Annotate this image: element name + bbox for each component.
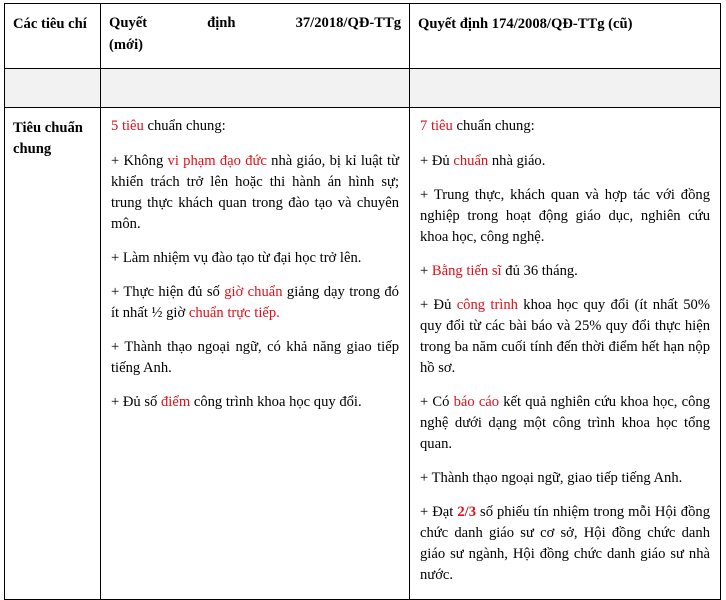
header-new-title: Quyết định 37/2018/QĐ-TTg xyxy=(109,15,401,31)
item-text: + Đủ xyxy=(420,153,454,169)
old-item xyxy=(420,261,710,282)
item-highlight: Bằng tiến sĩ xyxy=(431,263,502,279)
item-text: + Đạt xyxy=(420,504,458,520)
item-text: + Đủ xyxy=(420,297,457,313)
old-item xyxy=(420,295,710,379)
item-text: + Thành thạo ngoại ngữ, có khả năng giao tiếp tiếng Anh. xyxy=(111,339,399,376)
new-count: 5 tiêu xyxy=(111,118,144,134)
item-highlight: công trình xyxy=(456,297,518,313)
header-new-decision xyxy=(101,4,410,69)
item-text: nhà giáo. xyxy=(488,153,546,169)
old-item xyxy=(420,468,710,489)
blank-cell xyxy=(101,69,410,108)
comparison-table xyxy=(4,3,721,600)
item-text: giảng dạy trong đó ít nhất ½ giờ xyxy=(111,284,399,321)
item-highlight: chuẩn trực tiếp. xyxy=(188,305,280,321)
old-item xyxy=(420,185,710,248)
new-item xyxy=(111,392,399,413)
new-item xyxy=(111,151,399,235)
item-text: + Thành thạo ngoại ngữ, giao tiếp tiếng Anh. xyxy=(420,470,683,486)
old-standards-cell xyxy=(410,108,721,600)
new-item xyxy=(111,248,399,269)
new-item xyxy=(111,282,399,324)
header-row xyxy=(5,4,721,69)
new-intro xyxy=(111,116,399,137)
item-highlight: vi phạm đạo đức xyxy=(167,153,267,169)
old-item xyxy=(420,151,710,172)
new-item xyxy=(111,337,399,379)
new-intro-text: chuẩn chung: xyxy=(143,118,226,134)
old-item xyxy=(420,502,710,586)
item-text: kết quả nghiên cứu khoa học, công nghệ dưới dạng một công trình khoa học tổng quan. xyxy=(420,394,710,452)
item-highlight: 2/3 xyxy=(457,504,476,520)
item-text: số phiếu tín nhiệm trong mỗi Hội đồng chức danh giáo sư cơ sở, Hội đồng chức danh giáo sư ngành, Hội đồng chức danh giáo sư nhà nước. xyxy=(420,504,710,583)
general-standards-row xyxy=(5,108,721,600)
old-count: 7 tiêu xyxy=(420,118,453,134)
item-text: + Có xyxy=(420,394,454,410)
item-text: + Làm nhiệm vụ đào tạo từ đại học trở lên. xyxy=(111,250,362,266)
item-text: + xyxy=(420,263,432,279)
item-text: đủ 36 tháng. xyxy=(501,263,578,279)
old-item xyxy=(420,392,710,455)
item-text: công trình khoa học quy đổi. xyxy=(190,394,362,410)
blank-cell xyxy=(410,69,721,108)
row-label: Tiêu chuẩn chung xyxy=(5,108,101,600)
blank-row xyxy=(5,69,721,108)
new-standards-cell xyxy=(101,108,410,600)
item-text: + Đủ số xyxy=(111,394,161,410)
old-intro xyxy=(420,116,710,137)
item-text: khoa học quy đổi (ít nhất 50% quy đổi từ các bài báo và 25% quy đổi thực hiện trong ba năm cuối tính đến thời điểm hết hạn nộp hồ sơ. xyxy=(420,297,710,376)
item-text: + Trung thực, khách quan và hợp tác với đồng nghiệp trong hoạt động giáo dục, nghiên cứu khoa học, công nghệ. xyxy=(420,187,710,245)
old-intro-text: chuẩn chung: xyxy=(452,118,535,134)
blank-cell xyxy=(5,69,101,108)
item-highlight: chuẩn xyxy=(453,153,489,169)
item-text: + Thực hiện đủ số xyxy=(111,284,225,300)
item-highlight: báo cáo xyxy=(453,394,500,410)
item-text: nhà giáo, bị kỉ luật từ khiển trách trở lên hoặc thi hành án hình sự; trung thực khách quan trong đào tạo và chuyên môn. xyxy=(111,153,399,232)
item-text: + Không xyxy=(111,153,168,169)
header-criteria: Các tiêu chí xyxy=(5,4,101,69)
item-highlight: giờ chuẩn xyxy=(224,284,283,300)
header-new-tag: (mới) xyxy=(109,37,144,53)
header-old-decision: Quyết định 174/2008/QĐ-TTg (cũ) xyxy=(410,4,721,69)
item-highlight: điểm xyxy=(161,394,191,410)
